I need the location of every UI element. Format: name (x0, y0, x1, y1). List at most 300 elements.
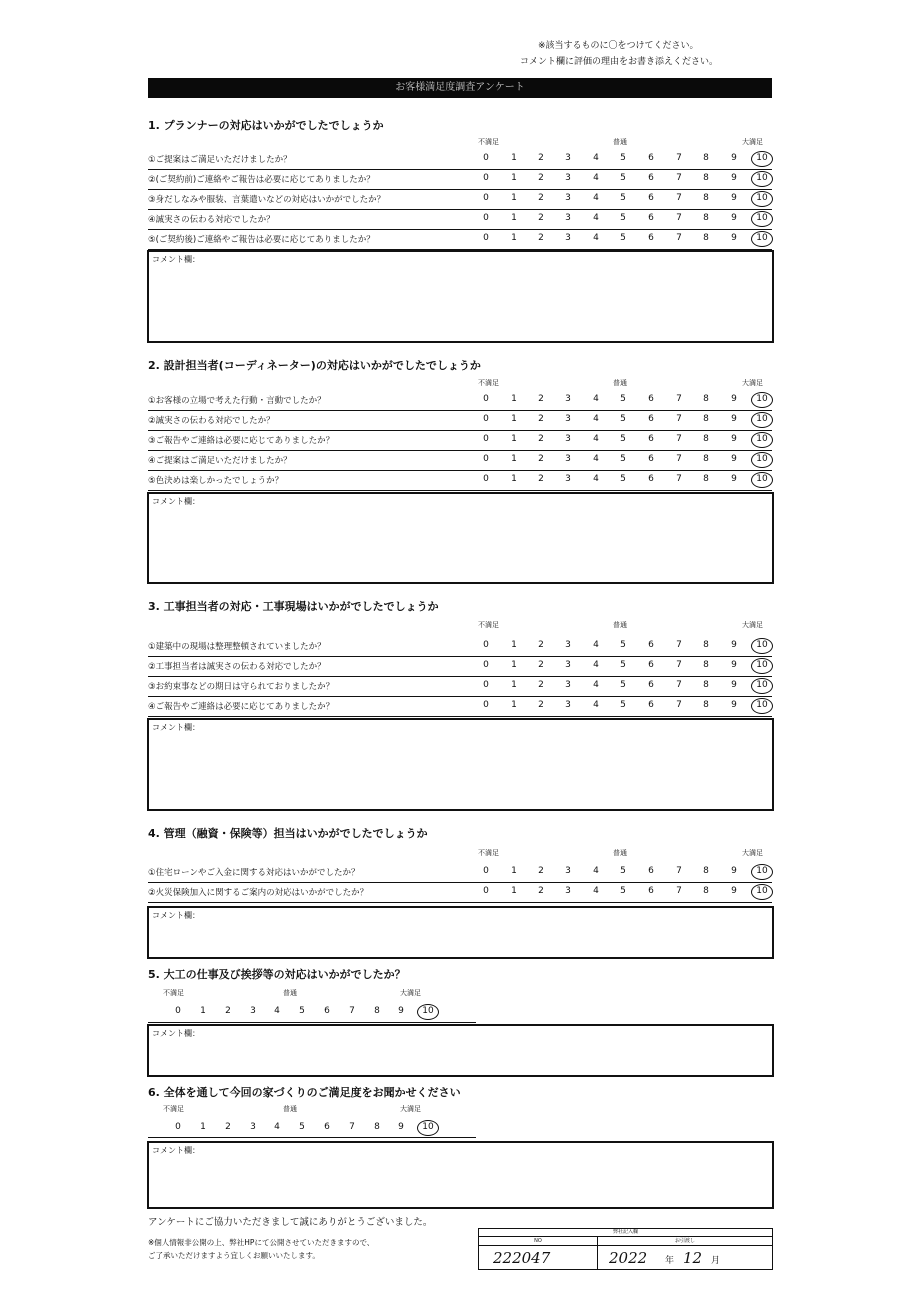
section-6-scale-low: 不満足 (163, 1105, 184, 1113)
rating-option[interactable]: 2 (225, 1122, 231, 1132)
rating-option[interactable]: 8 (703, 153, 709, 163)
rating-option[interactable]: 2 (538, 474, 544, 484)
rating-option[interactable]: 9 (731, 680, 737, 690)
rating-option[interactable]: 7 (676, 474, 682, 484)
rating-option[interactable]: 7 (676, 680, 682, 690)
comment-label: コメント欄： (152, 723, 200, 732)
selected-rating-circle (751, 658, 773, 674)
selected-rating-circle (751, 211, 773, 227)
rating-option[interactable]: 9 (731, 434, 737, 444)
rating-option[interactable]: 2 (538, 233, 544, 243)
rating-option[interactable]: 1 (511, 660, 517, 670)
selected-rating-circle (751, 171, 773, 187)
section-3-comment-box[interactable] (147, 718, 774, 811)
handover-year: 2022 (609, 1249, 648, 1267)
rating-option[interactable]: 6 (648, 213, 654, 223)
question-row (148, 431, 772, 451)
rating-option[interactable]: 3 (565, 193, 571, 203)
rating-option[interactable]: 7 (349, 1122, 355, 1132)
question-text: ②工事担当者は誠実さの伝わる対応でしたか？ (148, 662, 326, 672)
section-5-scale-low: 不満足 (163, 989, 184, 997)
question-text: ①お客様の立場で考えた行動・言動でしたか？ (148, 396, 326, 406)
section-2-scale-mid: 普通 (613, 379, 627, 387)
section-1-scale-low: 不満足 (478, 138, 499, 146)
selected-rating-circle (417, 1120, 439, 1136)
question-row (148, 677, 772, 697)
rating-option[interactable]: 3 (565, 434, 571, 444)
question-text: ①建築中の現場は整理整頓されていましたか？ (148, 642, 326, 652)
rating-option[interactable]: 5 (620, 153, 626, 163)
rating-option[interactable]: 5 (620, 680, 626, 690)
rating-option[interactable]: 4 (593, 866, 599, 876)
rating-option[interactable]: 5 (620, 414, 626, 424)
rating-option[interactable]: 3 (250, 1006, 256, 1016)
section-2-comment-box[interactable] (147, 492, 774, 584)
question-row (148, 637, 772, 657)
rating-option[interactable]: 9 (731, 173, 737, 183)
rating-option[interactable]: 6 (648, 700, 654, 710)
rating-option[interactable]: 5 (620, 454, 626, 464)
no-value: 222047 (493, 1249, 551, 1267)
rating-option[interactable]: 9 (731, 454, 737, 464)
selected-rating-circle (751, 231, 773, 247)
rating-option[interactable]: 0 (175, 1122, 181, 1132)
rating-option[interactable]: 2 (538, 153, 544, 163)
rating-option[interactable]: 4 (593, 886, 599, 896)
comment-label: コメント欄： (152, 497, 200, 506)
rating-option[interactable]: 10 (422, 1006, 434, 1016)
selected-rating-circle (751, 864, 773, 880)
rating-option[interactable]: 8 (703, 454, 709, 464)
rating-option[interactable]: 3 (565, 680, 571, 690)
rating-option[interactable]: 0 (483, 660, 489, 670)
rating-option[interactable]: 2 (538, 866, 544, 876)
rating-option[interactable]: 3 (250, 1122, 256, 1132)
rating-option[interactable]: 9 (398, 1006, 404, 1016)
selected-rating-circle (751, 191, 773, 207)
rating-option[interactable]: 10 (756, 886, 768, 896)
section-1-scale-mid: 普通 (613, 138, 627, 146)
rating-option[interactable]: 0 (483, 213, 489, 223)
rating-option[interactable]: 10 (756, 394, 768, 404)
rating-option[interactable]: 8 (703, 394, 709, 404)
section-5-scale-mid: 普通 (283, 989, 297, 997)
section-4-comment-box[interactable] (147, 906, 774, 959)
rating-option[interactable]: 8 (374, 1006, 380, 1016)
comment-label: コメント欄： (152, 255, 200, 264)
question-text: ①ご提案はご満足いただけましたか？ (148, 155, 292, 165)
rating-option[interactable]: 10 (756, 414, 768, 424)
rating-option[interactable]: 4 (593, 660, 599, 670)
rating-option[interactable]: 8 (703, 233, 709, 243)
question-text: ④ご提案はご満足いただけましたか？ (148, 456, 292, 466)
question-row (148, 230, 772, 250)
rating-option[interactable]: 1 (511, 153, 517, 163)
rating-option[interactable]: 5 (620, 434, 626, 444)
rating-option[interactable]: 4 (593, 434, 599, 444)
rating-option[interactable]: 6 (648, 660, 654, 670)
rating-option[interactable]: 1 (511, 193, 517, 203)
rating-option[interactable]: 0 (483, 434, 489, 444)
rating-option[interactable]: 10 (756, 213, 768, 223)
rating-option[interactable]: 3 (565, 394, 571, 404)
section-5-comment-box[interactable] (147, 1024, 774, 1077)
rating-option[interactable]: 9 (731, 640, 737, 650)
section-6-title: 6. 全体を通して今回の家づくりのご満足度をお聞かせください (148, 1086, 461, 1099)
rating-option[interactable]: 4 (593, 173, 599, 183)
rating-option[interactable]: 6 (648, 640, 654, 650)
rating-option[interactable]: 1 (511, 886, 517, 896)
rating-option[interactable]: 6 (648, 886, 654, 896)
rating-option[interactable]: 8 (703, 866, 709, 876)
privacy-note-1: ※個人情報非公開の上、弊社HPにて公開させていただきますので、 (148, 1238, 375, 1247)
rating-option[interactable]: 6 (648, 233, 654, 243)
section-5-scale-high: 大満足 (400, 989, 421, 997)
rating-option[interactable]: 10 (756, 640, 768, 650)
rating-option[interactable]: 3 (565, 153, 571, 163)
rating-option[interactable]: 2 (538, 394, 544, 404)
rating-option[interactable]: 10 (756, 434, 768, 444)
rating-option[interactable]: 9 (731, 866, 737, 876)
rating-option[interactable]: 5 (620, 394, 626, 404)
rating-option[interactable]: 2 (538, 173, 544, 183)
rating-option[interactable]: 0 (483, 193, 489, 203)
rating-option[interactable]: 6 (324, 1006, 330, 1016)
question-text: ④ご報告やご連絡は必要に応じてありましたか？ (148, 702, 335, 712)
rating-option[interactable]: 0 (483, 233, 489, 243)
rating-option[interactable]: 8 (703, 474, 709, 484)
section-4-scale-low: 不満足 (478, 849, 499, 857)
question-row (148, 863, 772, 883)
question-row (148, 391, 772, 411)
question-text: ③身だしなみや服装、言葉遣いなどの対応はいかがでしたか？ (148, 195, 386, 205)
rating-option[interactable]: 3 (565, 173, 571, 183)
comment-label: コメント欄： (152, 1146, 200, 1155)
rating-option[interactable]: 2 (538, 886, 544, 896)
rating-option[interactable]: 10 (756, 173, 768, 183)
rating-option[interactable]: 7 (676, 434, 682, 444)
rating-option[interactable]: 2 (225, 1006, 231, 1016)
rating-option[interactable]: 7 (676, 233, 682, 243)
rating-option[interactable]: 0 (483, 474, 489, 484)
rating-option[interactable]: 7 (676, 173, 682, 183)
rating-option[interactable]: 4 (593, 233, 599, 243)
rating-option[interactable]: 1 (200, 1006, 206, 1016)
handover-month: 12 (683, 1249, 703, 1267)
rating-option[interactable]: 2 (538, 213, 544, 223)
rating-option[interactable]: 7 (676, 886, 682, 896)
rating-option[interactable]: 6 (648, 866, 654, 876)
question-text: ⑤色決めは楽しかったでしょうか？ (148, 476, 284, 486)
rating-option[interactable]: 1 (511, 474, 517, 484)
question-row (148, 657, 772, 677)
rating-option[interactable]: 4 (593, 213, 599, 223)
question-row (148, 883, 772, 903)
rating-option[interactable]: 4 (593, 680, 599, 690)
question-text: ①住宅ローンやご入金に関する対応はいかがでしたか？ (148, 868, 360, 878)
question-row (148, 697, 772, 717)
rating-option[interactable]: 0 (483, 173, 489, 183)
rating-option[interactable]: 4 (593, 414, 599, 424)
rating-option[interactable]: 5 (620, 660, 626, 670)
selected-rating-circle (751, 884, 773, 900)
rating-option[interactable]: 0 (483, 454, 489, 464)
rating-option[interactable]: 10 (756, 153, 768, 163)
section-1-title: 1. プランナーの対応はいかがでしたでしょうか (148, 119, 384, 132)
question-text: ③ご報告やご連絡は必要に応じてありましたか？ (148, 436, 335, 446)
selected-rating-circle (751, 678, 773, 694)
rating-option[interactable]: 6 (648, 414, 654, 424)
selected-rating-circle (751, 472, 773, 488)
no-label: NO (479, 1237, 597, 1246)
comment-label: コメント欄： (152, 1029, 200, 1038)
rating-option[interactable]: 3 (565, 866, 571, 876)
rating-option[interactable]: 6 (648, 153, 654, 163)
office-use-header: 弊社記入欄 (479, 1229, 772, 1237)
rating-option[interactable]: 4 (274, 1122, 280, 1132)
rating-option[interactable]: 9 (731, 193, 737, 203)
rating-option[interactable]: 3 (565, 233, 571, 243)
handover-label: お引渡し (598, 1237, 772, 1246)
rating-option[interactable]: 5 (620, 213, 626, 223)
rating-option[interactable]: 0 (483, 153, 489, 163)
rating-option[interactable]: 6 (648, 193, 654, 203)
rating-option[interactable]: 5 (620, 886, 626, 896)
rating-option[interactable]: 8 (703, 660, 709, 670)
rating-option[interactable]: 4 (593, 454, 599, 464)
rating-option[interactable]: 3 (565, 474, 571, 484)
question-row (148, 190, 772, 210)
rating-option[interactable]: 1 (511, 700, 517, 710)
rating-option[interactable]: 8 (703, 434, 709, 444)
rating-option[interactable]: 9 (398, 1122, 404, 1132)
rating-option[interactable]: 7 (676, 660, 682, 670)
rating-option[interactable]: 10 (756, 474, 768, 484)
rating-option[interactable]: 8 (703, 640, 709, 650)
rating-option[interactable]: 9 (731, 700, 737, 710)
rating-option[interactable]: 8 (703, 414, 709, 424)
office-box-divider (597, 1236, 598, 1269)
section-4-title: 4. 管理（融資・保険等）担当はいかがでしたでしょうか (148, 827, 428, 840)
rating-option[interactable]: 9 (731, 886, 737, 896)
rating-option[interactable]: 10 (756, 193, 768, 203)
rating-option[interactable]: 7 (676, 700, 682, 710)
section-4-scale-mid: 普通 (613, 849, 627, 857)
privacy-note-2: ご了承いただけますよう宜しくお願いいたします。 (148, 1251, 320, 1260)
rating-option[interactable]: 4 (274, 1006, 280, 1016)
rating-option[interactable]: 1 (511, 233, 517, 243)
rating-option[interactable]: 0 (483, 700, 489, 710)
office-use-box (478, 1228, 773, 1270)
section-1-scale-high: 大満足 (742, 138, 763, 146)
comment-label: コメント欄： (152, 911, 200, 920)
rating-option[interactable]: 0 (483, 866, 489, 876)
rating-option[interactable]: 1 (511, 434, 517, 444)
selected-rating-circle (751, 432, 773, 448)
rating-option[interactable]: 9 (731, 660, 737, 670)
rating-option[interactable]: 0 (483, 414, 489, 424)
rating-option[interactable]: 5 (299, 1006, 305, 1016)
rating-option[interactable]: 3 (565, 660, 571, 670)
section-3-title: 3. 工事担当者の対応・工事現場はいかがでしたでしょうか (148, 600, 439, 613)
rating-option[interactable]: 7 (676, 640, 682, 650)
rating-option[interactable]: 8 (703, 680, 709, 690)
rating-option[interactable]: 1 (511, 680, 517, 690)
rating-option[interactable]: 7 (676, 153, 682, 163)
rating-option[interactable]: 10 (756, 700, 768, 710)
rating-option[interactable]: 3 (565, 640, 571, 650)
selected-rating-circle (751, 412, 773, 428)
selected-rating-circle (751, 638, 773, 654)
rating-option[interactable]: 0 (483, 394, 489, 404)
rating-option[interactable]: 7 (676, 414, 682, 424)
rating-option[interactable]: 6 (648, 454, 654, 464)
rating-option[interactable]: 1 (511, 640, 517, 650)
handover-month-unit: 月 (711, 1256, 721, 1266)
rating-option[interactable]: 6 (648, 173, 654, 183)
rating-option[interactable]: 9 (731, 213, 737, 223)
section-3-scale-low: 不満足 (478, 621, 499, 629)
rating-option[interactable]: 0 (483, 640, 489, 650)
rating-option[interactable]: 6 (648, 434, 654, 444)
section-2-scale-low: 不満足 (478, 379, 499, 387)
question-row (148, 451, 772, 471)
rating-option[interactable]: 9 (731, 474, 737, 484)
rating-option[interactable]: 1 (200, 1122, 206, 1132)
rating-option[interactable]: 5 (620, 233, 626, 243)
rating-option[interactable]: 6 (324, 1122, 330, 1132)
rating-option[interactable]: 5 (620, 640, 626, 650)
rating-option[interactable]: 7 (676, 454, 682, 464)
footer-thanks: アンケートにご協力いただきまして誠にありがとうございました。 (148, 1217, 433, 1228)
question-text: ③お約束事などの期日は守られておりましたか？ (148, 682, 335, 692)
rating-option[interactable]: 8 (703, 173, 709, 183)
rating-option[interactable]: 0 (483, 886, 489, 896)
rating-option[interactable]: 8 (703, 193, 709, 203)
selected-rating-circle (751, 698, 773, 714)
rating-option[interactable]: 8 (703, 886, 709, 896)
rating-option[interactable]: 3 (565, 454, 571, 464)
rating-option[interactable]: 5 (620, 193, 626, 203)
rating-option[interactable]: 5 (620, 700, 626, 710)
rating-option[interactable]: 3 (565, 414, 571, 424)
rating-option[interactable]: 1 (511, 866, 517, 876)
rating-option[interactable]: 1 (511, 213, 517, 223)
section-6-comment-box[interactable] (147, 1141, 774, 1209)
rating-option[interactable]: 9 (731, 414, 737, 424)
rating-option[interactable]: 7 (349, 1006, 355, 1016)
rating-option[interactable]: 2 (538, 700, 544, 710)
rating-option[interactable]: 1 (511, 414, 517, 424)
rating-option[interactable]: 10 (756, 660, 768, 670)
rating-option[interactable]: 9 (731, 394, 737, 404)
rating-option[interactable]: 6 (648, 680, 654, 690)
selected-rating-circle (417, 1004, 439, 1020)
section-5-title: 5. 大工の仕事及び挨拶等の対応はいかがでしたか？ (148, 968, 406, 981)
rating-option[interactable]: 2 (538, 680, 544, 690)
rating-option[interactable]: 2 (538, 660, 544, 670)
rating-option[interactable]: 4 (593, 394, 599, 404)
question-row (148, 210, 772, 230)
rating-option[interactable]: 1 (511, 394, 517, 404)
rating-option[interactable]: 4 (593, 193, 599, 203)
section-3-scale-mid: 普通 (613, 621, 627, 629)
rating-option[interactable]: 1 (511, 173, 517, 183)
question-row (148, 170, 772, 190)
section-6-scale-mid: 普通 (283, 1105, 297, 1113)
rating-option[interactable]: 3 (565, 700, 571, 710)
instruction-2: コメント欄に評価の理由をお書き添えください。 (520, 57, 719, 67)
rating-option[interactable]: 5 (620, 173, 626, 183)
rating-option[interactable]: 2 (538, 414, 544, 424)
rating-option[interactable]: 4 (593, 640, 599, 650)
rating-option[interactable]: 8 (703, 213, 709, 223)
rating-option[interactable]: 6 (648, 474, 654, 484)
rating-option[interactable]: 8 (374, 1122, 380, 1132)
rating-option[interactable]: 3 (565, 886, 571, 896)
selected-rating-circle (751, 452, 773, 468)
question-text: ②誠実さの伝わる対応でしたか？ (148, 416, 275, 426)
section-4-scale-high: 大満足 (742, 849, 763, 857)
rating-option[interactable]: 9 (731, 153, 737, 163)
rating-option[interactable]: 2 (538, 454, 544, 464)
rating-option[interactable]: 0 (483, 680, 489, 690)
rating-option[interactable]: 4 (593, 474, 599, 484)
question-row (148, 471, 772, 491)
instruction-1: ※該当するものに〇をつけてください。 (538, 41, 699, 51)
rating-option[interactable]: 3 (565, 213, 571, 223)
rating-option[interactable]: 4 (593, 700, 599, 710)
rating-option[interactable]: 2 (538, 640, 544, 650)
question-text: ②(ご契約前)ご連絡やご報告は必要に応じてありましたか？ (148, 175, 375, 185)
rating-option[interactable]: 9 (731, 233, 737, 243)
question-text: ⑤(ご契約後)ご連絡やご報告は必要に応じてありましたか？ (148, 235, 375, 245)
rating-option[interactable]: 10 (422, 1122, 434, 1132)
handover-year-unit: 年 (665, 1256, 675, 1266)
rating-option[interactable]: 4 (593, 153, 599, 163)
rating-option[interactable]: 10 (756, 454, 768, 464)
rating-option[interactable]: 7 (676, 866, 682, 876)
question-row (148, 150, 772, 170)
section-2-scale-high: 大満足 (742, 379, 763, 387)
rating-option[interactable]: 5 (620, 474, 626, 484)
survey-title: お客様満足度調査アンケート (148, 78, 772, 98)
section-3-scale-high: 大満足 (742, 621, 763, 629)
rating-option[interactable]: 10 (756, 680, 768, 690)
section-1-comment-box[interactable] (147, 250, 774, 343)
rating-option[interactable]: 7 (676, 213, 682, 223)
rating-option[interactable]: 6 (648, 394, 654, 404)
selected-rating-circle (751, 392, 773, 408)
rating-option[interactable]: 10 (756, 233, 768, 243)
rating-option[interactable]: 7 (676, 193, 682, 203)
section-5-rating-underline (148, 1022, 476, 1023)
selected-rating-circle (751, 151, 773, 167)
section-6-rating-underline (148, 1137, 476, 1138)
section-2-title: 2. 設計担当者(コーディネーター)の対応はいかがでしたでしょうか (148, 359, 481, 372)
question-row (148, 411, 772, 431)
rating-option[interactable]: 1 (511, 454, 517, 464)
rating-option[interactable]: 0 (175, 1006, 181, 1016)
question-text: ②火災保険加入に関するご案内の対応はいかがでしたか？ (148, 888, 369, 898)
rating-option[interactable]: 5 (299, 1122, 305, 1132)
rating-option[interactable]: 7 (676, 394, 682, 404)
rating-option[interactable]: 2 (538, 434, 544, 444)
rating-option[interactable]: 5 (620, 866, 626, 876)
rating-option[interactable]: 10 (756, 866, 768, 876)
rating-option[interactable]: 8 (703, 700, 709, 710)
rating-option[interactable]: 2 (538, 193, 544, 203)
